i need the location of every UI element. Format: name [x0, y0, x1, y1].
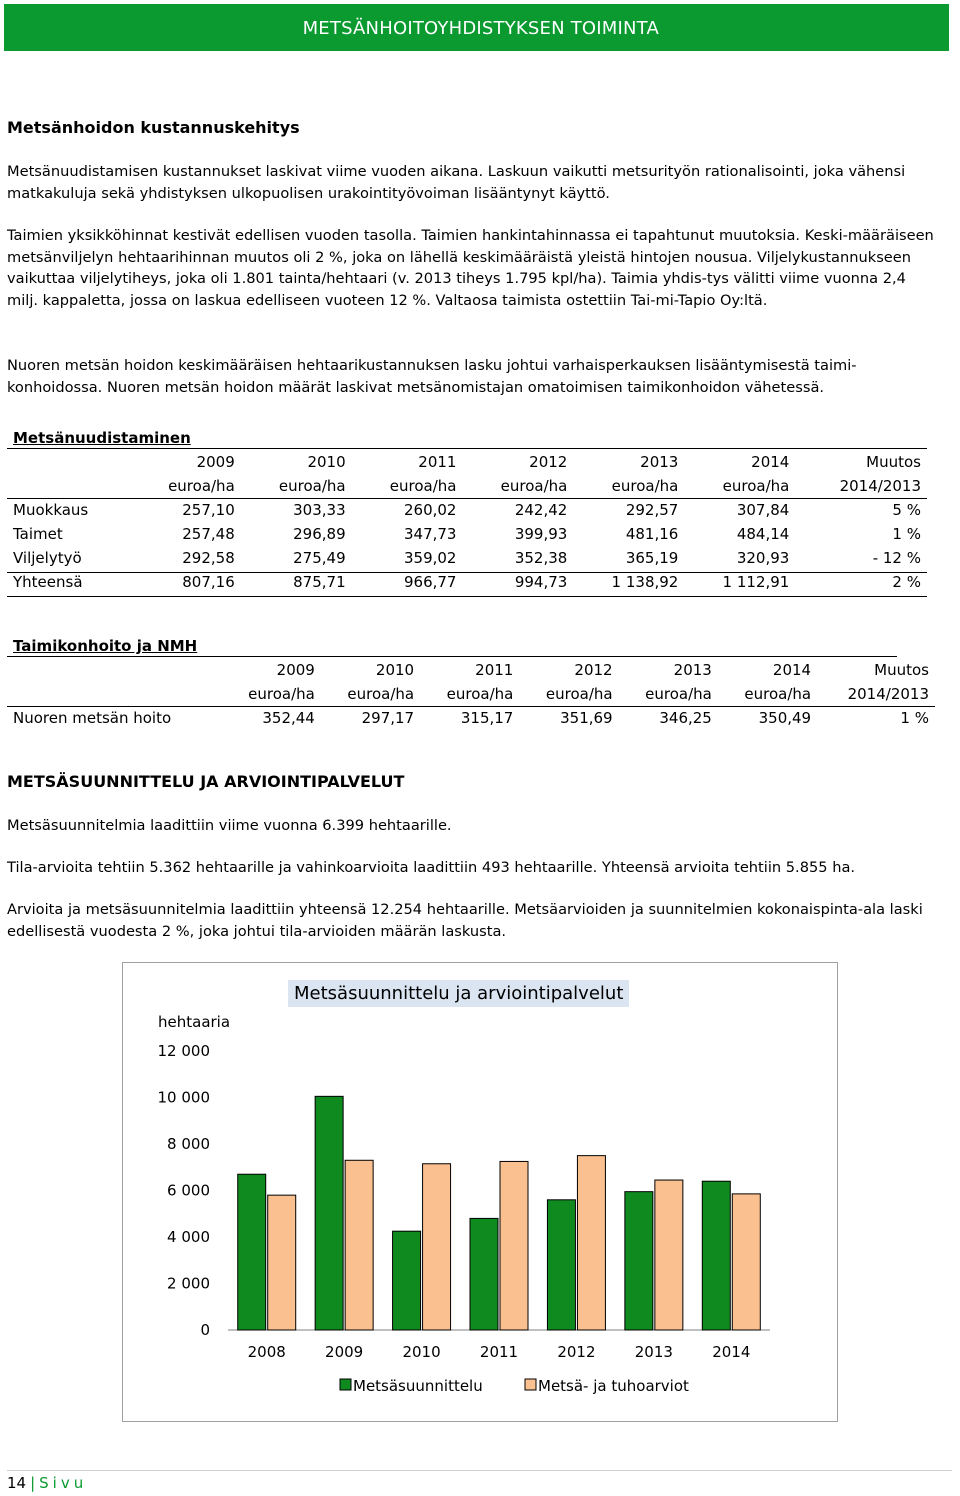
paragraph-3: Nuoren metsän hoidon keskimääräisen hehtaarikustannuksen lasku johtui varhaisperkauksen lisääntymisestä taimi-konhoidossa. Nuoren metsän hoidon määrät laskivat metsänomistajan omatoimisen taimikonhoidon vähetessä. — [7, 357, 857, 396]
cell: 257,48 — [182, 525, 235, 543]
cell: 242,42 — [514, 501, 568, 519]
cell: 292,57 — [625, 501, 679, 519]
cell: 296,89 — [293, 525, 346, 543]
column-unit: euroa/ha — [645, 685, 712, 703]
column-header-year: 2011 — [418, 453, 457, 471]
column-header-change: Muutos — [874, 661, 929, 679]
column-header-year: 2012 — [574, 661, 613, 679]
column-unit: euroa/ha — [347, 685, 415, 703]
column-header-year: 2009 — [196, 453, 235, 471]
cell: 484,14 — [736, 525, 790, 543]
footer-rule — [7, 1470, 952, 1471]
chart-title: Metsäsuunnittelu ja arviointipalvelut — [288, 980, 629, 1007]
cell-change: 5 % — [892, 501, 921, 519]
cell-change: 1 % — [900, 709, 929, 727]
column-header-year: 2011 — [475, 661, 514, 679]
cell: 399,93 — [514, 525, 568, 543]
column-header-year: 2014 — [751, 453, 790, 471]
column-change-period: 2014/2013 — [847, 685, 929, 703]
column-header-year: 2009 — [276, 661, 315, 679]
bar-assessments — [655, 1180, 683, 1330]
column-header-year: 2013 — [673, 661, 712, 679]
cell: 352,38 — [514, 549, 568, 567]
y-axis-label: hehtaaria — [158, 1013, 231, 1031]
cell: 347,73 — [403, 525, 457, 543]
y-tick-label: 12 000 — [157, 1042, 210, 1060]
page-word: Sivu — [39, 1474, 88, 1492]
cell: 275,49 — [293, 549, 346, 567]
bar-planning — [625, 1192, 653, 1330]
cell-change: - 12 % — [872, 549, 921, 567]
paragraph-6: Arvioita ja metsäsuunnitelmia laadittiin yhteensä 12.254 hehtaarille. Metsäarvioiden ja suunnitelmien kokonaispinta-ala laski edellisestä vuodesta 2 %, joka johtui tila-arvioiden määrän laskusta. — [7, 901, 923, 940]
cell: 260,02 — [403, 501, 457, 519]
column-unit: euroa/ha — [278, 477, 346, 495]
cell: 1 138,92 — [611, 573, 679, 591]
cell: 307,84 — [736, 501, 790, 519]
y-tick-label: 6 000 — [167, 1181, 210, 1200]
x-tick-label: 2011 — [479, 1343, 519, 1361]
footer-separator: | — [30, 1474, 36, 1492]
x-tick-label: 2012 — [557, 1343, 596, 1361]
y-tick-label: 8 000 — [167, 1135, 210, 1153]
row-label: Viljelytyö — [13, 549, 82, 567]
cell: 875,71 — [293, 573, 346, 591]
column-unit: euroa/ha — [611, 477, 679, 495]
cell: 994,73 — [514, 573, 568, 591]
paragraph-5: Tila-arvioita tehtiin 5.362 hehtaarille ja vahinkoarvioita laadittiin 493 hehtaarille. Yhteensä arvioita tehtiin 5.855 ha. — [7, 859, 856, 876]
cell: 351,69 — [560, 709, 613, 727]
cell: 1 112,91 — [722, 573, 790, 591]
legend-label: Metsä- ja tuhoarviot — [538, 1377, 689, 1395]
column-unit: euroa/ha — [744, 685, 812, 703]
header-title: METSÄNHOITOYHDISTYKSEN TOIMINTA — [302, 18, 659, 39]
column-header-year: 2010 — [307, 453, 346, 471]
cell: 297,17 — [361, 709, 415, 727]
footer — [7, 1474, 87, 1492]
y-tick-label: 0 — [200, 1321, 210, 1339]
section-title-planning: METSÄSUUNNITTELU JA ARVIOINTIPALVELUT — [7, 772, 405, 791]
bar-planning — [702, 1181, 730, 1330]
column-unit: euroa/ha — [545, 685, 613, 703]
row-label: Taimet — [13, 525, 63, 543]
y-tick-label: 10 000 — [157, 1088, 210, 1107]
paragraph-1: Metsänuudistamisen kustannukset laskivat viime vuoden aikana. Laskuun vaikutti metsurityön rationalisointi, joka vähensi matkakuluja sekä yhdistyksen ulkopuolisen urakointityövoiman lisääntynyt käyttö. — [7, 163, 906, 202]
bar-planning — [547, 1200, 575, 1330]
cell: 359,02 — [403, 549, 457, 567]
cell-change: 1 % — [892, 525, 921, 543]
cell: 807,16 — [182, 573, 235, 591]
bar-assessments — [268, 1195, 296, 1330]
x-tick-label: 2008 — [247, 1343, 286, 1361]
legend-swatch — [340, 1379, 351, 1390]
row-label: Nuoren metsän hoito — [13, 709, 172, 727]
column-unit: euroa/ha — [168, 477, 235, 495]
section-title-costs: Metsänhoidon kustannuskehitys — [7, 118, 300, 137]
column-header-year: 2014 — [772, 661, 812, 679]
cell: 257,10 — [182, 501, 235, 519]
cell: 966,77 — [403, 573, 457, 591]
bar-planning — [470, 1218, 498, 1330]
row-label: Yhteensä — [13, 573, 83, 591]
column-unit: euroa/ha — [248, 685, 315, 703]
row-label: Muokkaus — [13, 501, 89, 519]
bar-assessments — [500, 1161, 528, 1330]
column-unit: euroa/ha — [389, 477, 457, 495]
bar-assessments — [577, 1156, 605, 1330]
bar-assessments — [423, 1164, 451, 1330]
bar-assessments — [345, 1160, 373, 1330]
column-unit: euroa/ha — [722, 477, 790, 495]
cell: 481,16 — [625, 525, 679, 543]
cell: 320,93 — [736, 549, 790, 567]
cell: 346,25 — [659, 709, 712, 727]
column-header-change: Muutos — [866, 453, 921, 471]
table-caption: Metsänuudistaminen — [13, 429, 191, 447]
column-unit: euroa/ha — [446, 685, 514, 703]
bar-planning — [315, 1096, 343, 1330]
bar-planning — [238, 1174, 266, 1330]
paragraph-4: Metsäsuunnitelmia laadittiin viime vuonna 6.399 hehtaarille. — [7, 817, 452, 834]
column-header-year: 2013 — [640, 453, 679, 471]
cell: 352,44 — [262, 709, 315, 727]
x-tick-label: 2013 — [634, 1343, 673, 1361]
y-tick-label: 4 000 — [167, 1228, 210, 1246]
cell: 303,33 — [293, 501, 346, 519]
cell: 292,58 — [182, 549, 235, 567]
bar-assessments — [732, 1194, 760, 1330]
cell-change: 2 % — [892, 573, 921, 591]
x-tick-label: 2009 — [325, 1343, 364, 1361]
y-tick-label: 2 000 — [167, 1274, 210, 1293]
x-tick-label: 2014 — [712, 1343, 751, 1361]
legend-swatch — [525, 1379, 536, 1390]
cell: 315,17 — [460, 709, 514, 727]
column-header-year: 2010 — [375, 661, 415, 679]
column-header-year: 2012 — [529, 453, 568, 471]
column-unit: euroa/ha — [500, 477, 568, 495]
table-caption: Taimikonhoito ja NMH — [13, 637, 198, 655]
cell: 365,19 — [625, 549, 679, 567]
page-number: 14 — [7, 1474, 27, 1492]
cell: 350,49 — [758, 709, 812, 727]
legend-label: Metsäsuunnittelu — [353, 1377, 483, 1395]
column-change-period: 2014/2013 — [839, 477, 921, 495]
bar-planning — [393, 1231, 421, 1330]
x-tick-label: 2010 — [402, 1343, 441, 1361]
paragraph-2: Taimien yksikköhinnat kestivät edellisen vuoden tasolla. Taimien hankintahinnassa ei tapahtunut muutoksia. Keski-määräiseen metsänviljelyn hehtaarihinnan muutos oli 2 %, joka on lähellä keskimääräistä yleistä hintojen nousua. Viljelykustannukseen vaikuttaa viljelytiheys, joka oli 1.801 tainta/hehtaari (v. 2013 tiheys 1.795 kpl/ha). Taimia yhdis-tys välitti viime vuonna 2,4 milj. kappaletta, jossa on laskua edelliseen vuoteen 12 %. Valtaosa taimista ostettiin Tai-mi-Tapio Oy:ltä. — [7, 227, 934, 309]
